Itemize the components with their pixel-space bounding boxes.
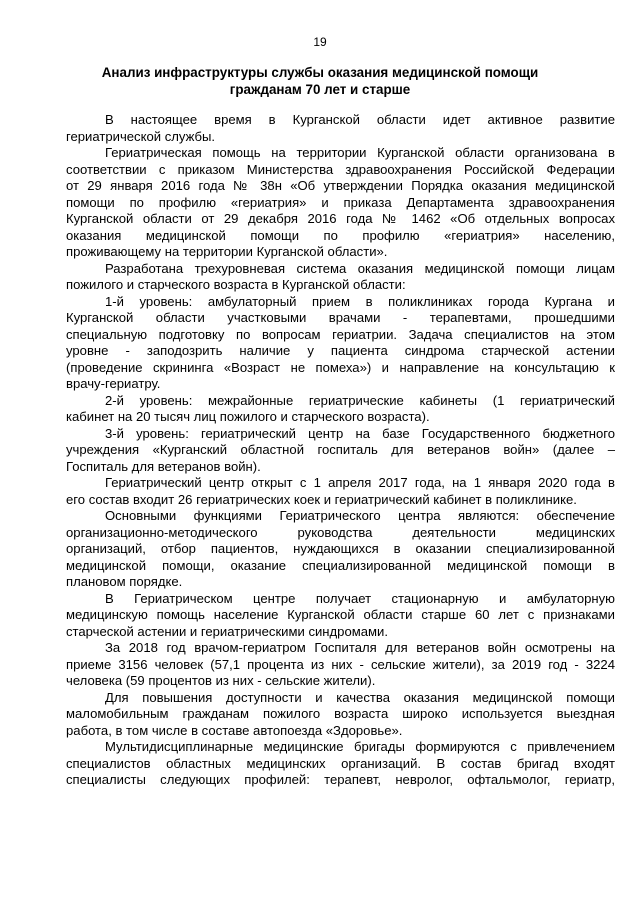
paragraph-line: учреждения «Курганский областной госпиталь для ветеранов войн» (далее –: [66, 442, 615, 457]
paragraph-line: работа, в том числе в составе автопоезда «Здоровье».: [66, 722, 403, 738]
paragraph-line: его состав входит 26 гериатрических коек и гериатрический кабинет в поликлинике.: [66, 491, 577, 507]
paragraph: [66, 739, 615, 789]
paragraph-line: оказания медицинской помощи по профилю «гериатрия» населению,: [66, 227, 615, 243]
paragraph-line: от 29 января 2016 года № 38н «Об утверждении Порядка оказания медицинской: [66, 178, 615, 193]
paragraph-line: специальную подготовку по вопросам гериатрии. Задача специалистов на этом: [66, 326, 615, 342]
paragraph-line: В настоящее время в Курганской области идет активное развитие: [105, 112, 615, 127]
page-number: 19: [313, 35, 327, 49]
paragraph-line: В Гериатрическом центре получает стационарную и амбулаторную: [105, 590, 615, 606]
paragraph-line: За 2018 год врачом-гериатром Госпиталя для ветеранов войн осмотрены на: [105, 640, 615, 655]
paragraph-line: Мультидисциплинарные медицинские бригады формируются с привлечением: [105, 739, 615, 754]
paragraph-line: человека (59 процентов из них - сельские жители).: [66, 673, 376, 688]
paragraph: [66, 640, 615, 690]
paragraph-line: гериатрической службы.: [66, 128, 216, 144]
paragraph-line: Госпиталь для ветеранов войн).: [66, 458, 261, 474]
paragraph-line: Курганской области участковыми врачами - терапевтами, прошедшими: [66, 310, 615, 325]
paragraph: [66, 475, 615, 508]
paragraph: [66, 294, 615, 393]
paragraph-line: кабинет на 20 тысяч лиц пожилого и старческого возраста).: [66, 409, 430, 424]
paragraph: [66, 112, 615, 145]
paragraph-line: проживающему на территории Курганской области».: [66, 244, 388, 259]
paragraph-line: плановом порядке.: [66, 574, 183, 589]
paragraph: [66, 393, 615, 426]
paragraph-line: медицинскую помощь население Курганской области старше 60 лет с признаками: [66, 607, 615, 622]
section-title-line-2: гражданам 70 лет и старше: [229, 81, 411, 97]
paragraph-line: организационно-методического руководства деятельности медицинских: [66, 524, 615, 540]
paragraph-line: Основными функциями Гериатрического центра являются: обеспечение: [105, 508, 615, 523]
paragraph-line: специалистов областных медицинских организаций. В состав бригад входят: [66, 755, 615, 771]
paragraph-line: Курганской области от 29 декабря 2016 года № 1462 «Об отдельных вопросах: [66, 211, 615, 226]
paragraph-line: медицинской помощи, оказание специализированной медицинской помощи в: [66, 557, 615, 573]
paragraph: [66, 690, 615, 740]
paragraph: [66, 591, 615, 641]
paragraph-line: врачу-гериатру.: [66, 376, 161, 391]
paragraph-line: уровне - заподозрить наличие у пациента синдрома старческой астении: [66, 343, 615, 358]
paragraph-line: Гериатрическая помощь на территории Курганской области организована в: [105, 145, 615, 160]
paragraph-line: пожилого и старческого возраста в Курганской области:: [66, 277, 406, 292]
paragraph: [66, 508, 615, 591]
paragraph: [66, 145, 615, 261]
paragraph-line: (проведение скрининга «Возраст не помеха») и направление на консультацию к: [66, 359, 615, 375]
paragraph: [66, 426, 615, 476]
document-body: [66, 112, 615, 789]
paragraph-line: старческой астении и гериатрическими синдромами.: [66, 623, 388, 639]
paragraph-line: Гериатрический центр открыт с 1 апреля 2017 года, на 1 января 2020 года в: [105, 475, 615, 490]
paragraph: [66, 261, 615, 294]
section-title-line-1: Анализ инфраструктуры службы оказания медицинской помощи: [101, 65, 539, 80]
paragraph-line: Разработана трехуровневая система оказания медицинской помощи лицам: [105, 260, 615, 276]
paragraph-line: приеме 3156 человек (57,1 процента из них - сельские жители), за 2019 год - 3224: [66, 656, 615, 672]
paragraph-line: помощи по профилю «гериатрия» и приказа Департамента здравоохранения: [66, 194, 615, 210]
paragraph-line: соответствии с приказом Министерства здравоохранения Российской Федерации: [66, 161, 615, 177]
paragraph-line: организаций, отбор пациентов, нуждающихся в оказании специализированной: [66, 541, 615, 556]
paragraph-line: 1-й уровень: амбулаторный прием в поликлиниках города Кургана и: [105, 293, 615, 309]
paragraph-line: 2-й уровень: межрайонные гериатрические кабинеты (1 гериатрический: [105, 392, 615, 408]
paragraph-line: специалисты следующих профилей: терапевт, невролог, офтальмолог, гериатр,: [66, 772, 615, 787]
paragraph-line: маломобильным гражданам пожилого возраста широко используется выездная: [66, 706, 615, 721]
paragraph-line: 3-й уровень: гериатрический центр на базе Государственного бюджетного: [105, 425, 615, 441]
section-title: [66, 65, 574, 98]
paragraph-line: Для повышения доступности и качества оказания медицинской помощи: [105, 689, 615, 705]
